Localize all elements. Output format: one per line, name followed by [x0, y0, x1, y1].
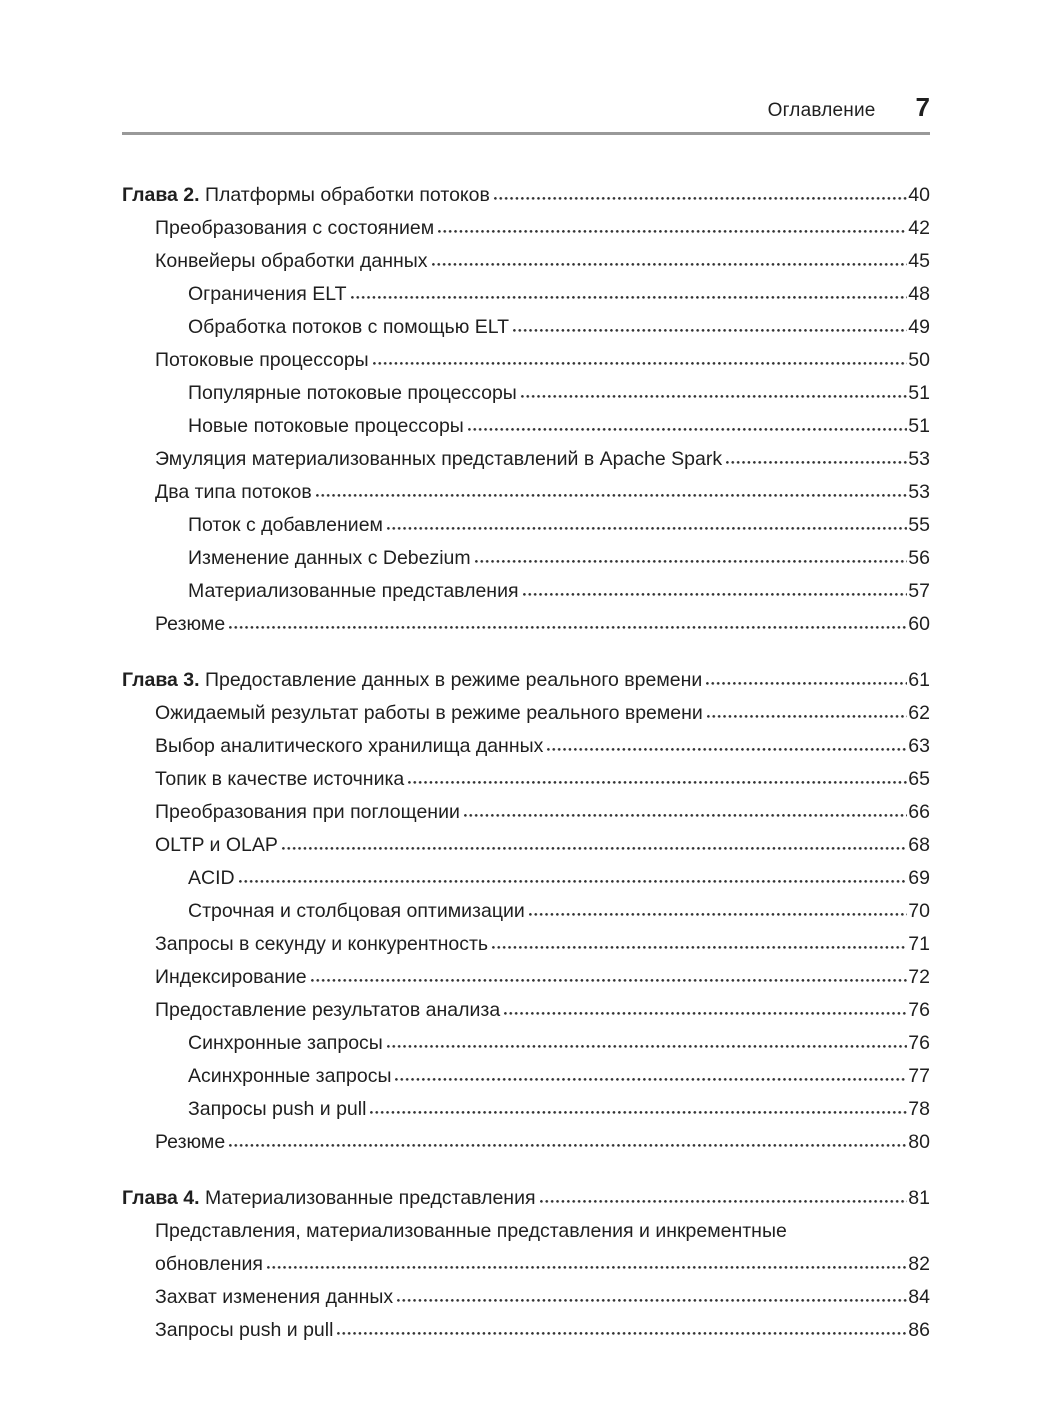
toc-page-number: 45 — [908, 250, 930, 272]
toc-entry-label: Преобразования с состоянием — [155, 217, 435, 239]
toc-page-number: 57 — [908, 580, 930, 602]
toc-entry — [122, 1314, 930, 1347]
dot-leader — [471, 545, 909, 564]
toc-entry — [122, 410, 930, 443]
toc-entry — [122, 311, 930, 344]
toc-entry-continuation — [122, 1248, 930, 1281]
toc-entry-label: Резюме — [155, 613, 226, 635]
dot-leader — [525, 898, 909, 917]
toc-page-number: 78 — [908, 1098, 930, 1120]
toc-chapter-title: Платформы обработки потоков — [205, 184, 490, 206]
page-header — [122, 92, 930, 132]
toc-entry — [122, 1027, 930, 1060]
toc-entry — [122, 796, 930, 829]
dot-leader — [369, 347, 909, 366]
toc-page-number: 76 — [908, 1032, 930, 1054]
toc-entry — [122, 377, 930, 410]
toc-page-number: 53 — [908, 448, 930, 470]
toc-entry — [122, 697, 930, 730]
toc-page-number: 51 — [908, 415, 930, 437]
toc-entry — [122, 443, 930, 476]
toc-page-number: 40 — [908, 184, 930, 206]
dot-leader — [307, 964, 909, 983]
toc-entry-label: Предоставление результатов анализа — [155, 999, 501, 1021]
dot-leader — [490, 182, 908, 201]
toc-chapter-row — [122, 1182, 930, 1215]
toc-entry-label: Два типа потоков — [155, 481, 312, 503]
toc-entry-label: Поток с добавлением — [188, 514, 383, 536]
toc-entry-label: Изменение данных с Debezium — [188, 547, 471, 569]
toc-entry-label: ACID — [188, 867, 235, 889]
toc-entry-label: Резюме — [155, 1131, 226, 1153]
toc-entry-label: Топик в качестве источника — [155, 768, 405, 790]
toc-entry — [122, 245, 930, 278]
toc-entry-label: Представления, материализованные представления и инкрементные — [155, 1220, 787, 1242]
toc-entry — [122, 730, 930, 763]
toc-section — [122, 664, 930, 1159]
toc-entry — [122, 961, 930, 994]
toc-entry-label: Синхронные запросы — [188, 1032, 383, 1054]
toc-entry-label: Обработка потоков с помощью ELT — [188, 316, 510, 338]
toc-chapter-label: Глава 2. — [122, 184, 205, 206]
dot-leader — [263, 1251, 908, 1270]
toc-page-number: 60 — [908, 613, 930, 635]
toc-entry — [122, 212, 930, 245]
dot-leader — [404, 766, 908, 785]
toc-entry-label: Выбор аналитического хранилища данных — [155, 735, 544, 757]
toc-page-number: 77 — [908, 1065, 930, 1087]
toc-section — [122, 1182, 930, 1347]
dot-leader — [519, 578, 909, 597]
toc-section — [122, 179, 930, 641]
toc-entry-label: Асинхронные запросы — [188, 1065, 392, 1087]
dot-leader — [312, 479, 909, 498]
dot-leader — [225, 611, 908, 630]
dot-leader — [391, 1063, 908, 1082]
dot-leader — [536, 1185, 909, 1204]
dot-leader — [509, 314, 908, 333]
toc-entry-label: Строчная и столбцовая оптимизации — [188, 900, 525, 922]
toc-page-number: 56 — [908, 547, 930, 569]
toc-entry — [122, 1126, 930, 1159]
toc-page-number: 63 — [908, 735, 930, 757]
toc-entry-label: Запросы push и pull — [155, 1319, 334, 1341]
toc-entry — [122, 862, 930, 895]
toc-page-number: 71 — [908, 933, 930, 955]
dot-leader — [366, 1096, 908, 1115]
page-header-title: Оглавление — [767, 100, 876, 121]
toc-page-number: 42 — [908, 217, 930, 239]
toc-page-number: 55 — [908, 514, 930, 536]
toc-entry — [122, 509, 930, 542]
toc-page-number: 80 — [908, 1131, 930, 1153]
toc-page-number: 62 — [908, 702, 930, 724]
toc-page-number: 49 — [908, 316, 930, 338]
toc-page-number: 70 — [908, 900, 930, 922]
toc-chapter-title: Материализованные представления — [205, 1187, 536, 1209]
toc-entry-label: Материализованные представления — [188, 580, 519, 602]
toc-entry-label: Новые потоковые процессоры — [188, 415, 464, 437]
toc-chapter-title: Предоставление данных в режиме реального времени — [205, 669, 703, 691]
toc-page-number: 65 — [908, 768, 930, 790]
dot-leader — [235, 865, 909, 884]
header-divider-rule — [122, 132, 930, 135]
toc — [122, 179, 930, 1347]
toc-chapter-row — [122, 664, 930, 697]
dot-leader — [488, 931, 908, 950]
toc-page-number: 76 — [908, 999, 930, 1021]
dot-leader — [383, 512, 908, 531]
toc-entry — [122, 278, 930, 311]
toc-page-number: 69 — [908, 867, 930, 889]
toc-page-number: 48 — [908, 283, 930, 305]
toc-entry-label: OLTP и OLAP — [155, 834, 278, 856]
toc-entry — [122, 542, 930, 575]
dot-leader — [225, 1129, 908, 1148]
dot-leader — [543, 733, 908, 752]
toc-entry-label: Ограничения ELT — [188, 283, 347, 305]
toc-entry-label: Преобразования при поглощении — [155, 801, 460, 823]
toc-entry-label: Потоковые процессоры — [155, 349, 369, 371]
dot-leader — [464, 413, 908, 432]
dot-leader — [383, 1030, 908, 1049]
toc-entry — [122, 1093, 930, 1126]
toc-chapter-label: Глава 3. — [122, 669, 205, 691]
toc-page-number: 84 — [908, 1286, 930, 1308]
dot-leader — [347, 281, 909, 300]
toc-entry — [122, 994, 930, 1027]
toc-entry — [122, 1060, 930, 1093]
toc-entry-label: Захват изменения данных — [155, 1286, 394, 1308]
toc-entry — [122, 608, 930, 641]
toc-entry — [122, 344, 930, 377]
toc-entry-label: Эмуляция материализованных представлений в Apache Spark — [155, 448, 723, 470]
toc-entry — [122, 1215, 930, 1248]
toc-entry-label: Конвейеры обработки данных — [155, 250, 428, 272]
dot-leader — [722, 446, 908, 465]
toc-entry — [122, 829, 930, 862]
toc-page-number: 86 — [908, 1319, 930, 1341]
toc-page-number: 61 — [908, 669, 930, 691]
toc-entry — [122, 763, 930, 796]
toc-page-number: 72 — [908, 966, 930, 988]
dot-leader — [500, 997, 908, 1016]
dot-leader — [434, 215, 908, 234]
dot-leader — [393, 1284, 908, 1303]
toc-page-number: 66 — [908, 801, 930, 823]
dot-leader — [460, 799, 908, 818]
dot-leader — [333, 1317, 908, 1336]
toc-entry — [122, 575, 930, 608]
dot-leader — [428, 248, 909, 267]
toc-entry-label: Ожидаемый результат работы в режиме реального времени — [155, 702, 703, 724]
toc-page-number: 50 — [908, 349, 930, 371]
toc-entry-label: Запросы push и pull — [188, 1098, 367, 1120]
dot-leader — [517, 380, 908, 399]
toc-entry — [122, 928, 930, 961]
page-header-number: 7 — [915, 92, 930, 122]
toc-chapter-label: Глава 4. — [122, 1187, 205, 1209]
dot-leader — [702, 667, 908, 686]
toc-entry-label: Популярные потоковые процессоры — [188, 382, 517, 404]
toc-entry — [122, 1281, 930, 1314]
toc-entry-label: обновления — [155, 1253, 263, 1275]
dot-leader — [278, 832, 908, 851]
toc-page-number: 82 — [908, 1253, 930, 1275]
toc-entry — [122, 895, 930, 928]
toc-chapter-row — [122, 179, 930, 212]
toc-entry-label: Запросы в секунду и конкурентность — [155, 933, 489, 955]
toc-entry — [122, 476, 930, 509]
toc-page-number: 68 — [908, 834, 930, 856]
toc-page-number: 81 — [908, 1187, 930, 1209]
toc-entry-label: Индексирование — [155, 966, 307, 988]
toc-page-number: 53 — [908, 481, 930, 503]
toc-page-number: 51 — [908, 382, 930, 404]
dot-leader — [703, 700, 909, 719]
